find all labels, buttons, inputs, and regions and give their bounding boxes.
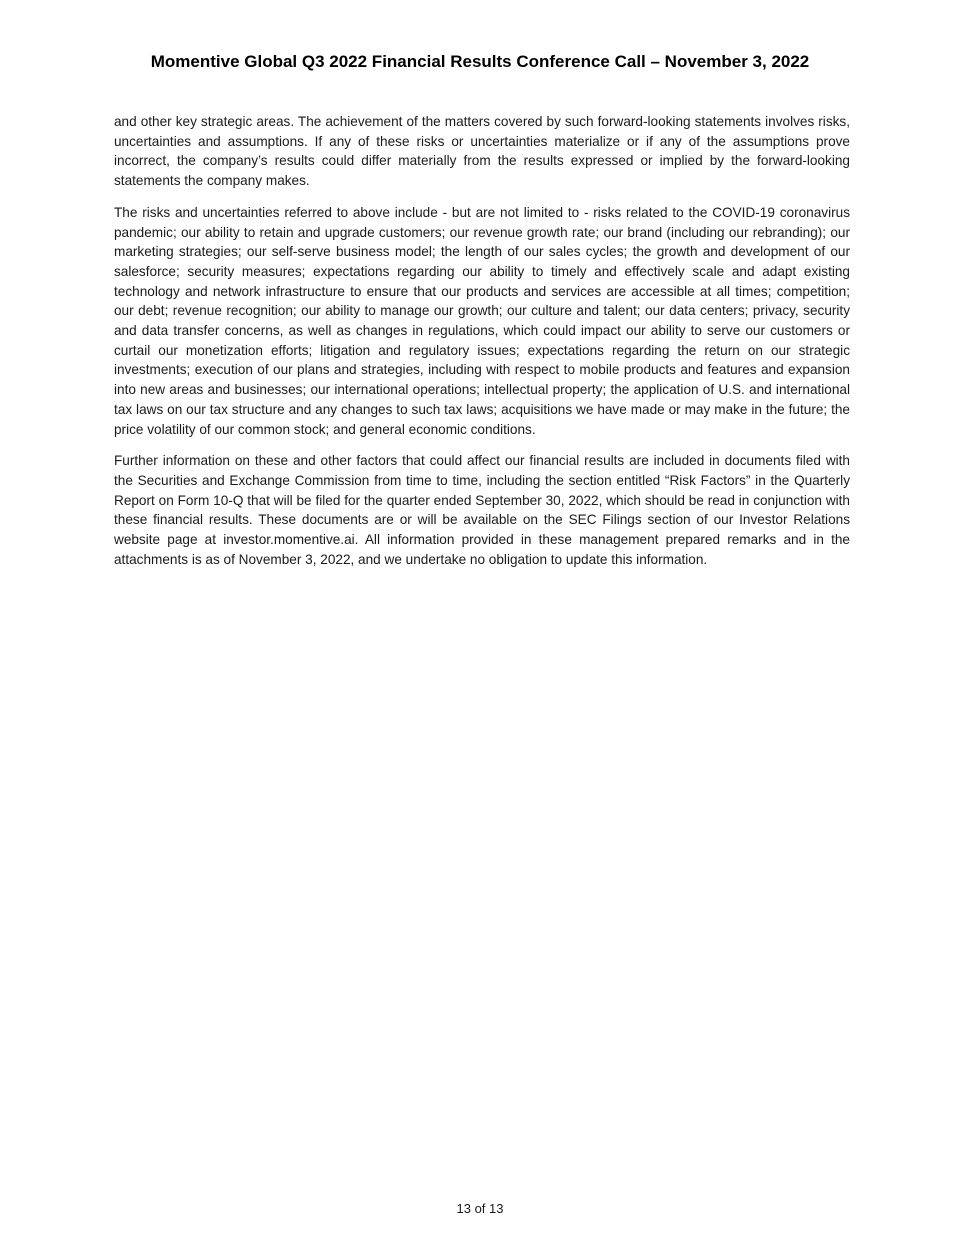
page-header-title: Momentive Global Q3 2022 Financial Results Conference Call – November 3, 2022 [150, 52, 810, 71]
page-number: 13 of 13 [456, 1201, 504, 1216]
paragraph-further-information: Further information on these and other factors that could affect our financial results are included in documents filed with the Securities and Exchange Commission from time to time, including the section entitled “Risk Factors” in the Quarterly Report on Form 10-Q that will be filed for the quarter ended September 30, 2022, which should be read in conjunction with these financial results. These documents are or will be available on the SEC Filings section of our Investor Relations website page at investor.momentive.ai. All information provided in these management prepared remarks and in the attachments is as of November 3, 2022, and we undertake no obligation to update this information. [114, 453, 850, 567]
paragraph-forward-looking-continuation: and other key strategic areas. The achievement of the matters covered by such forward-looking statements involves risks, uncertainties and assumptions. If any of these risks or uncertainties materialize or if any of the assumptions prove incorrect, the company’s results could differ materially from the results expressed or implied by the forward-looking statements the company makes. [114, 114, 850, 189]
paragraph-risks-and-uncertainties: The risks and uncertainties referred to above include - but are not limited to - risks related to the COVID-19 coronavirus pandemic; our ability to retain and upgrade customers; our revenue growth rate; our brand (including our rebranding); our marketing strategies; our self-serve business model; the length of our sales cycles; the growth and development of our salesforce; security measures; expectations regarding our ability to timely and effectively scale and adapt existing technology and network infrastructure to ensure that our products and services are accessible at all times; competition; our debt; revenue recognition; our ability to manage our growth; our culture and talent; our data centers; privacy, security and data transfer concerns, as well as changes in regulations, which could impact our ability to serve our customers or curtail our monetization efforts; litigation and regulatory issues; expectations regarding the return on our strategic investments; execution of our plans and strategies, including with respect to mobile products and features and expansion into new areas and businesses; our international operations; intellectual property; the application of U.S. and international tax laws on our tax structure and any changes to such tax laws; acquisitions we have made or may make in the future; the price volatility of our common stock; and general economic conditions. [114, 204, 850, 437]
body-text [114, 112, 850, 581]
